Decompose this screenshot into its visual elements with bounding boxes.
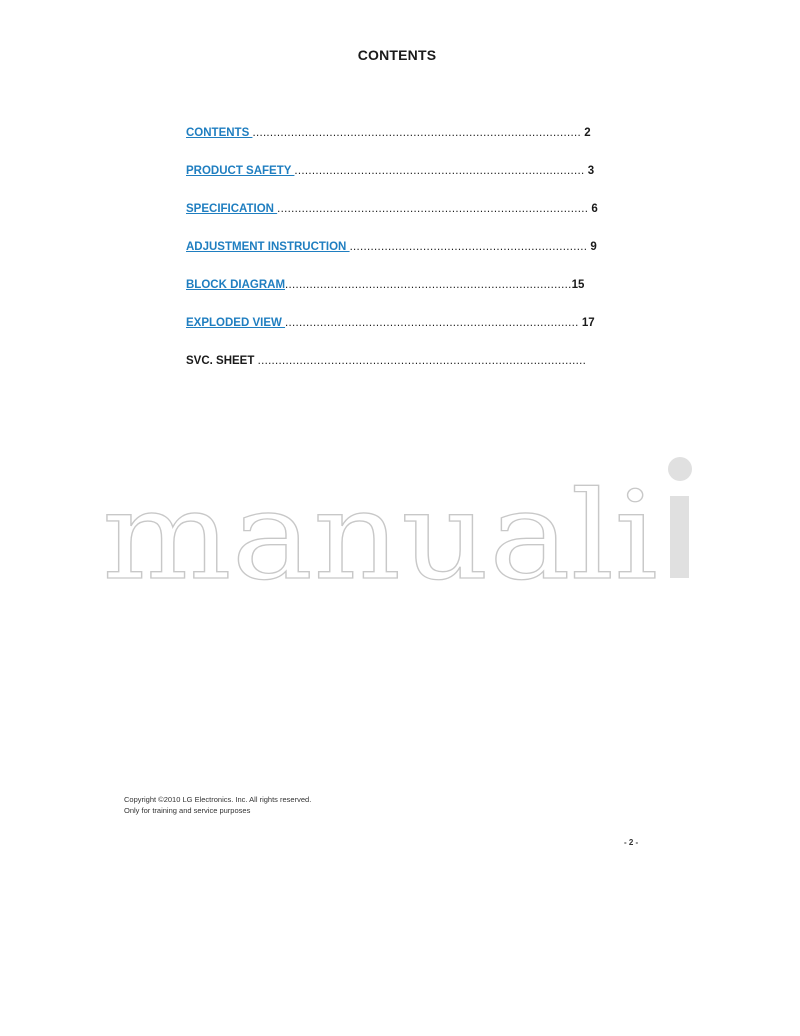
toc-link-exploded-view[interactable]: EXPLODED VIEW <box>186 317 286 329</box>
toc-page-number: 3 <box>584 165 595 177</box>
toc-entry-adjustment-instruction[interactable] <box>186 239 597 255</box>
usage-notice-line: Only for training and service purposes <box>124 806 251 815</box>
toc-link-adjustment-instruction[interactable]: ADJUSTMENT INSTRUCTION <box>186 241 350 253</box>
toc-entry-svc-sheet <box>186 353 586 369</box>
toc-leader-dots: .............................................................................................. <box>257 355 587 367</box>
watermark-i-dot <box>668 457 692 481</box>
toc-link-specification[interactable]: SPECIFICATION <box>186 203 278 215</box>
toc-link-product-safety[interactable]: PRODUCT SAFETY <box>186 165 295 177</box>
toc-leader-dots: ................................................................................... <box>294 165 585 177</box>
watermark-text: manuali <box>102 465 658 587</box>
toc-entry-block-diagram[interactable] <box>186 277 584 293</box>
toc-leader-dots: .................................................................................. <box>285 279 572 291</box>
toc-link-block-diagram[interactable]: BLOCK DIAGRAM <box>186 279 286 291</box>
toc-page-number: 15 <box>571 279 585 291</box>
toc-label-svc-sheet: SVC. SHEET <box>186 355 258 367</box>
toc-leader-dots: .................................................................... <box>349 241 588 253</box>
toc-leader-dots: .............................................................................................. <box>252 127 581 139</box>
toc-page-number: 6 <box>588 203 598 215</box>
page-number: - 2 - <box>624 838 639 847</box>
toc-entry-specification[interactable] <box>186 201 598 217</box>
toc-leader-dots: .................................................................................... <box>285 317 579 329</box>
toc-entry-contents[interactable] <box>186 125 591 141</box>
toc-page-number: 9 <box>587 241 597 253</box>
copyright-notice <box>124 794 311 816</box>
manualslib-watermark <box>100 452 700 587</box>
toc-page-number: 17 <box>578 317 595 329</box>
toc-page-number: 2 <box>581 127 591 139</box>
page-title: CONTENTS <box>357 47 437 63</box>
copyright-line: Copyright ©2010 LG Electronics. Inc. All rights reserved. <box>124 795 312 804</box>
toc-link-contents[interactable]: CONTENTS <box>186 127 253 139</box>
toc-leader-dots: ......................................................................................... <box>277 203 589 215</box>
watermark-i-stem <box>670 496 689 578</box>
toc-entry-product-safety[interactable] <box>186 163 594 179</box>
toc-entry-exploded-view[interactable] <box>186 315 595 331</box>
